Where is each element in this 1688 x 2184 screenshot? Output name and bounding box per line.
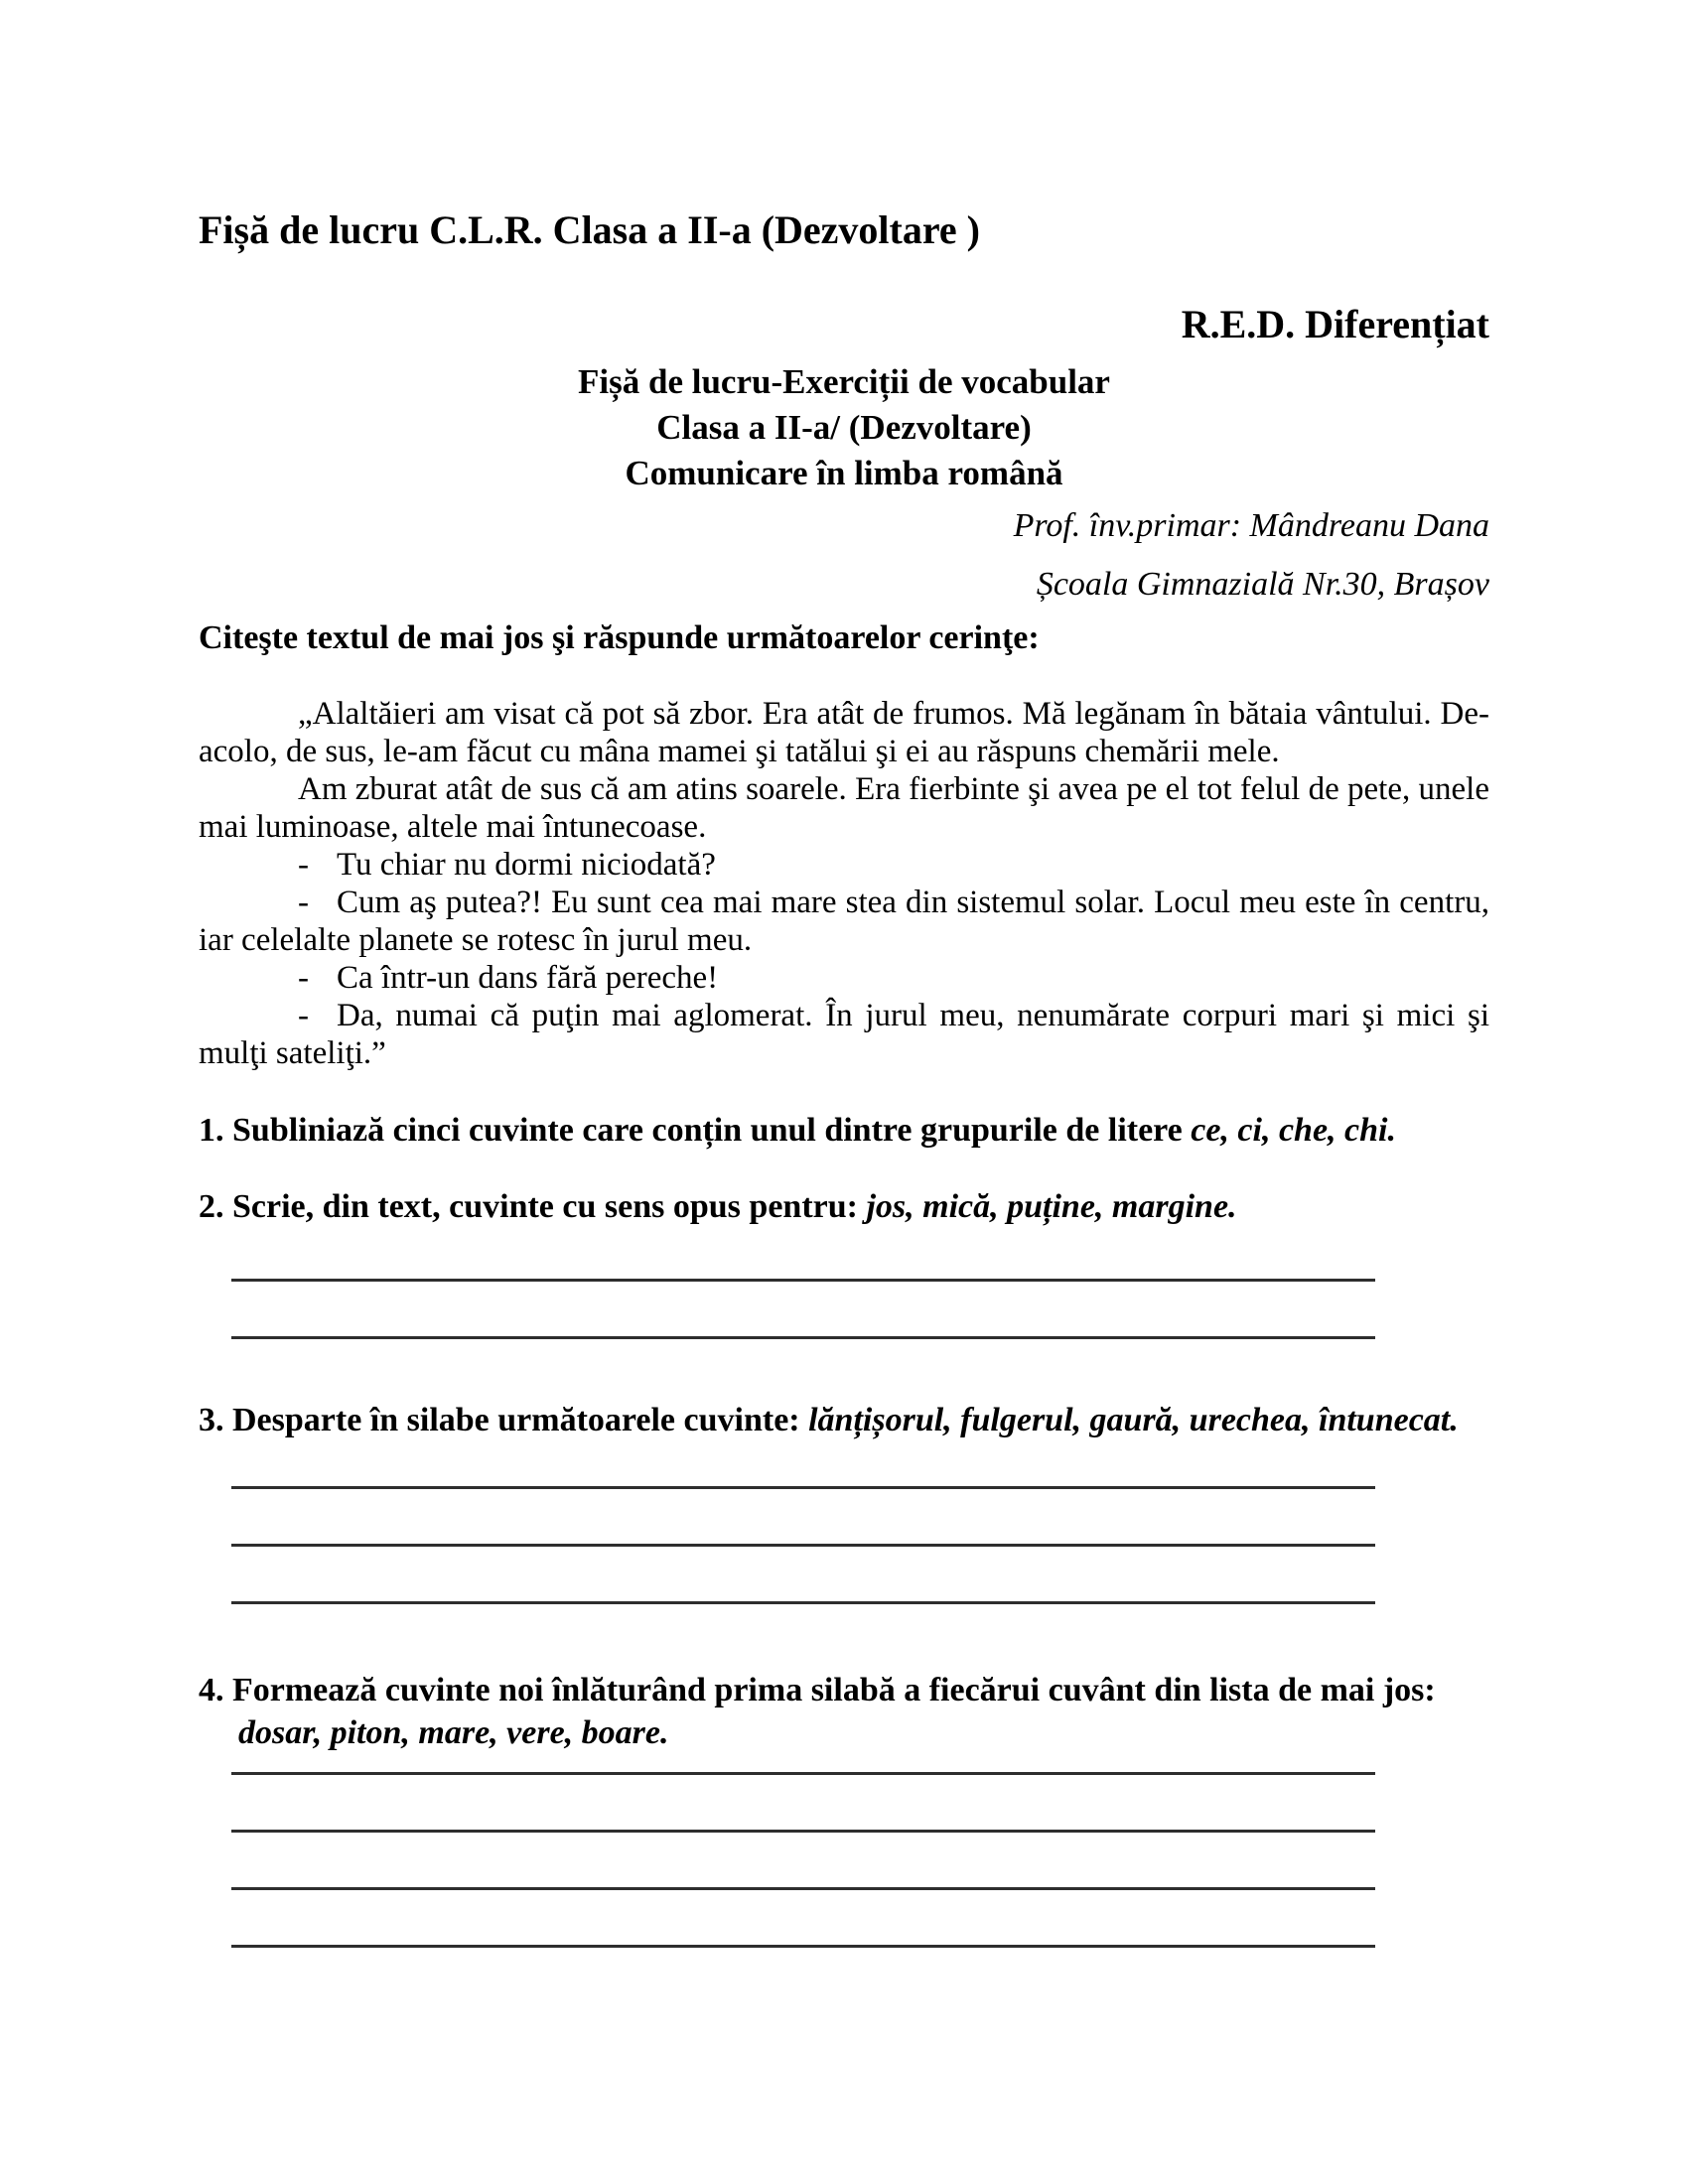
dialogue-line-4 [199,997,1489,1072]
question-2-word-list: jos, mică, puține, margine. [866,1188,1237,1225]
subtitle-line-2: Clasa a II-a/ (Dezvoltare) [656,408,1032,447]
question-1-text: 1. Subliniază cinci cuvinte care conțin unul dintre grupurile de litere [199,1112,1192,1149]
subtitle-line-1: Fișă de lucru-Exerciții de vocabular [578,362,1110,401]
question-2 [199,1187,1489,1227]
author-line-teacher: Prof. înv.primar: Mândreanu Dana [1013,507,1489,544]
dialogue-text: Cum aş putea?! Eu sunt cea mai mare stea din sistemul solar. Locul meu este în centru, iar celelalte planete se rotesc în jurul meu. [199,885,1489,958]
dialogue-text: Da, numai că puţin mai aglomerat. În jurul meu, nenumărate corpuri mari şi mici şi mulţi sateliţi.” [199,998,1489,1071]
dialogue-dash: - [298,847,309,883]
answer-line-q4-1 [231,1772,1375,1775]
question-4-word-list: dosar, piton, mare, vere, boare. [238,1714,669,1751]
red-differentiated-label: R.E.D. Diferențiat [1181,302,1489,346]
reading-paragraph-2: Am zburat atât de sus că am atins soarele. Era fierbinte şi avea pe el tot felul de pete, unele mai luminoase, altele mai întunecoase. [199,771,1489,845]
reading-paragraph-1: „Alaltăieri am visat că pot să zbor. Era atât de frumos. Mă legănam în bătaia vântului. De-acolo, de sus, le-am făcut cu mâna mamei şi tatălui şi ei au răspuns chemării mele. [199,696,1489,769]
question-2-text: 2. Scrie, din text, cuvinte cu sens opus pentru: [199,1188,867,1225]
dialogue-dash: - [298,960,309,996]
question-3-text: 3. Desparte în silabe următoarele cuvinte: [199,1402,809,1438]
question-1 [199,1111,1489,1151]
dialogue-text: Ca într-un dans fără pereche! [337,960,719,996]
answer-line-q4-3 [231,1887,1375,1890]
answer-line-q3-1 [231,1486,1375,1489]
document-title: Fișă de lucru C.L.R. Clasa a II-a (Dezvoltare ) [199,207,980,252]
dialogue-line-3 [199,959,1489,997]
answer-line-q4-4 [231,1945,1375,1948]
answer-line-q2-2 [231,1336,1375,1339]
question-1-letter-groups: ce, ci, che, chi. [1191,1112,1397,1149]
subtitle-block [199,359,1489,496]
question-3-word-list: lănțișorul, fulgerul, gaură, urechea, întunecat. [808,1402,1459,1438]
question-4-text: 4. Formează cuvinte noi înlăturând prima silabă a fiecărui cuvânt din lista de mai jos: [199,1672,1436,1708]
question-3 [199,1401,1489,1440]
reading-text [199,695,1489,1072]
instruction-line: Citeşte textul de mai jos şi răspunde următoarelor cerinţe: [199,619,1040,656]
answer-line-q3-3 [231,1601,1375,1604]
answer-line-q4-2 [231,1830,1375,1833]
dialogue-text: Tu chiar nu dormi niciodată? [337,847,716,883]
answer-line-q3-2 [231,1544,1375,1547]
author-line-school: Școala Gimnazială Nr.30, Brașov [1036,566,1489,603]
dialogue-dash: - [298,885,309,920]
dialogue-dash: - [298,998,309,1033]
dialogue-line-1 [199,846,1489,884]
question-4 [199,1671,1489,1710]
author-block [199,496,1489,614]
dialogue-line-2 [199,884,1489,959]
answer-line-q2-1 [231,1279,1375,1282]
subtitle-line-3: Comunicare în limba română [625,454,1063,492]
